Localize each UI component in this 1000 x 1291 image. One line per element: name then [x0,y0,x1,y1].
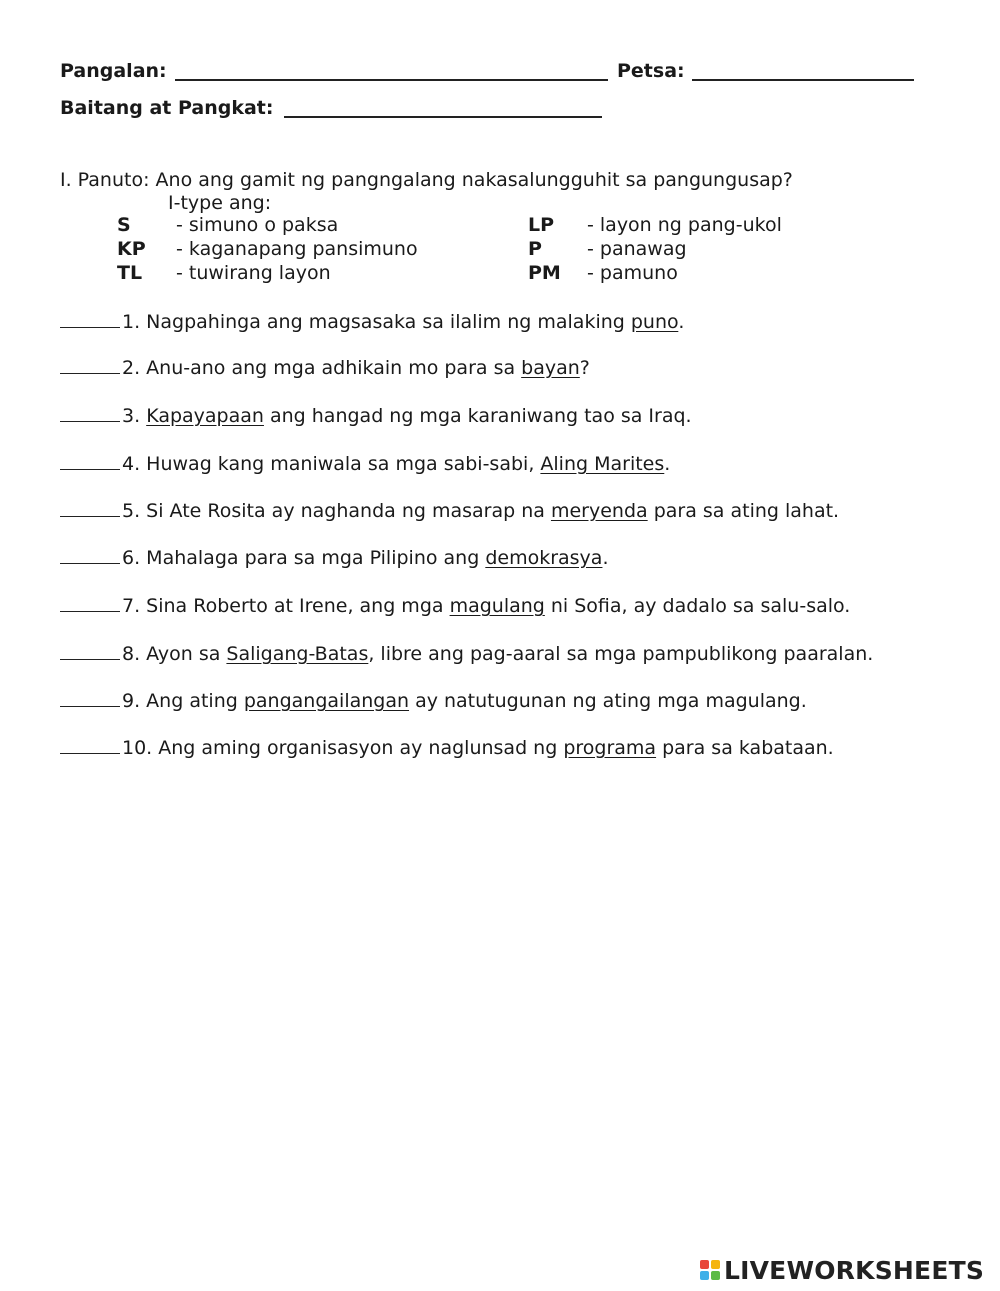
item-text-end: ang hangad ng mga karaniwang tao sa Iraq. [263,405,692,427]
legend-code: P [528,238,542,260]
item-text-end: para sa kabataan. [656,737,834,759]
item-number: 5. [122,500,141,522]
answer-blank[interactable] [60,326,120,328]
question-item [60,547,609,569]
item-number: 2. [122,357,141,379]
legend-code: PM [528,262,561,284]
question-item [60,595,850,617]
grade-section-field-line[interactable] [284,116,602,118]
underlined-noun: Saligang-Batas [226,643,369,665]
liveworksheets-logo [700,1255,984,1285]
item-text: Si Ate Rosita ay naghanda ng masarap na [140,500,551,522]
item-text-end: . [678,311,685,333]
item-text-end: ? [579,357,590,379]
logo-text: LIVEWORKSHEETS [724,1255,985,1285]
item-number: 9. [122,690,141,712]
logo-mark-icon [700,1260,720,1280]
underlined-noun: programa [563,737,657,759]
underlined-noun: demokrasya [485,547,603,569]
answer-blank[interactable] [60,372,120,374]
question-item [60,453,670,475]
item-text: Sina Roberto at Irene, ang mga [140,595,450,617]
item-text-end: . [664,453,671,475]
answer-blank[interactable] [60,705,120,707]
name-field-line[interactable] [175,79,608,81]
item-number: 7. [122,595,141,617]
legend-desc: - pamuno [587,262,678,284]
underlined-noun: Kapayapaan [146,405,264,427]
item-text: Ang aming organisasyon ay naglunsad ng [152,737,564,759]
answer-blank[interactable] [60,610,120,612]
item-text: Mahalaga para sa mga Pilipino ang [140,547,486,569]
legend-code: S [117,214,131,236]
question-item [60,405,692,427]
item-text: Nagpahinga ang magsasaka sa ilalim ng malaking [140,311,631,333]
item-text: Huwag kang maniwala sa mga sabi-sabi, [140,453,541,475]
answer-blank[interactable] [60,468,120,470]
legend-desc: - panawag [587,238,687,260]
legend-code: LP [528,214,555,236]
legend-desc: - layon ng pang-ukol [587,214,782,236]
instructions-line: I. Panuto: Ano ang gamit ng pangngalang nakasalungguhit sa pangungusap? [60,169,793,191]
item-text-end: para sa ating lahat. [647,500,840,522]
item-number: 4. [122,453,141,475]
underlined-noun: meryenda [550,500,648,522]
answer-blank[interactable] [60,562,120,564]
answer-blank[interactable] [60,658,120,660]
legend-desc: - simuno o paksa [176,214,339,236]
underlined-noun: puno [630,311,679,333]
question-item [60,311,684,333]
underlined-noun: bayan [521,357,580,379]
question-item [60,357,590,379]
item-text-end: , libre ang pag-aaral sa mga pampublikong paaralan. [368,643,874,665]
item-text: Anu-ano ang mga adhikain mo para sa [140,357,522,379]
answer-blank[interactable] [60,420,120,422]
legend-desc: - tuwirang layon [176,262,331,284]
item-text-end: . [602,547,609,569]
date-label: Petsa: [617,60,685,82]
question-item [60,500,839,522]
underlined-noun: Aling Marites [540,453,665,475]
instructions-subline: I-type ang: [168,192,272,214]
date-field-line[interactable] [692,79,914,81]
answer-blank[interactable] [60,515,120,517]
item-number: 3. [122,405,141,427]
item-number: 10. [122,737,153,759]
underlined-noun: pangangailangan [243,690,410,712]
legend-desc: - kaganapang pansimuno [176,238,418,260]
answer-blank[interactable] [60,752,120,754]
grade-section-label: Baitang at Pangkat: [60,97,274,119]
item-number: 1. [122,311,141,333]
underlined-noun: magulang [449,595,545,617]
item-number: 6. [122,547,141,569]
item-text-end: ni Sofia, ay dadalo sa salu-salo. [544,595,851,617]
question-item [60,737,834,759]
legend-code: TL [117,262,143,284]
item-text: Ang ating [140,690,244,712]
question-item [60,690,807,712]
legend-code: KP [117,238,146,260]
item-number: 8. [122,643,141,665]
item-text-end: ay natutugunan ng ating mga magulang. [409,690,807,712]
question-item [60,643,873,665]
item-text: Ayon sa [140,643,227,665]
name-label: Pangalan: [60,60,167,82]
